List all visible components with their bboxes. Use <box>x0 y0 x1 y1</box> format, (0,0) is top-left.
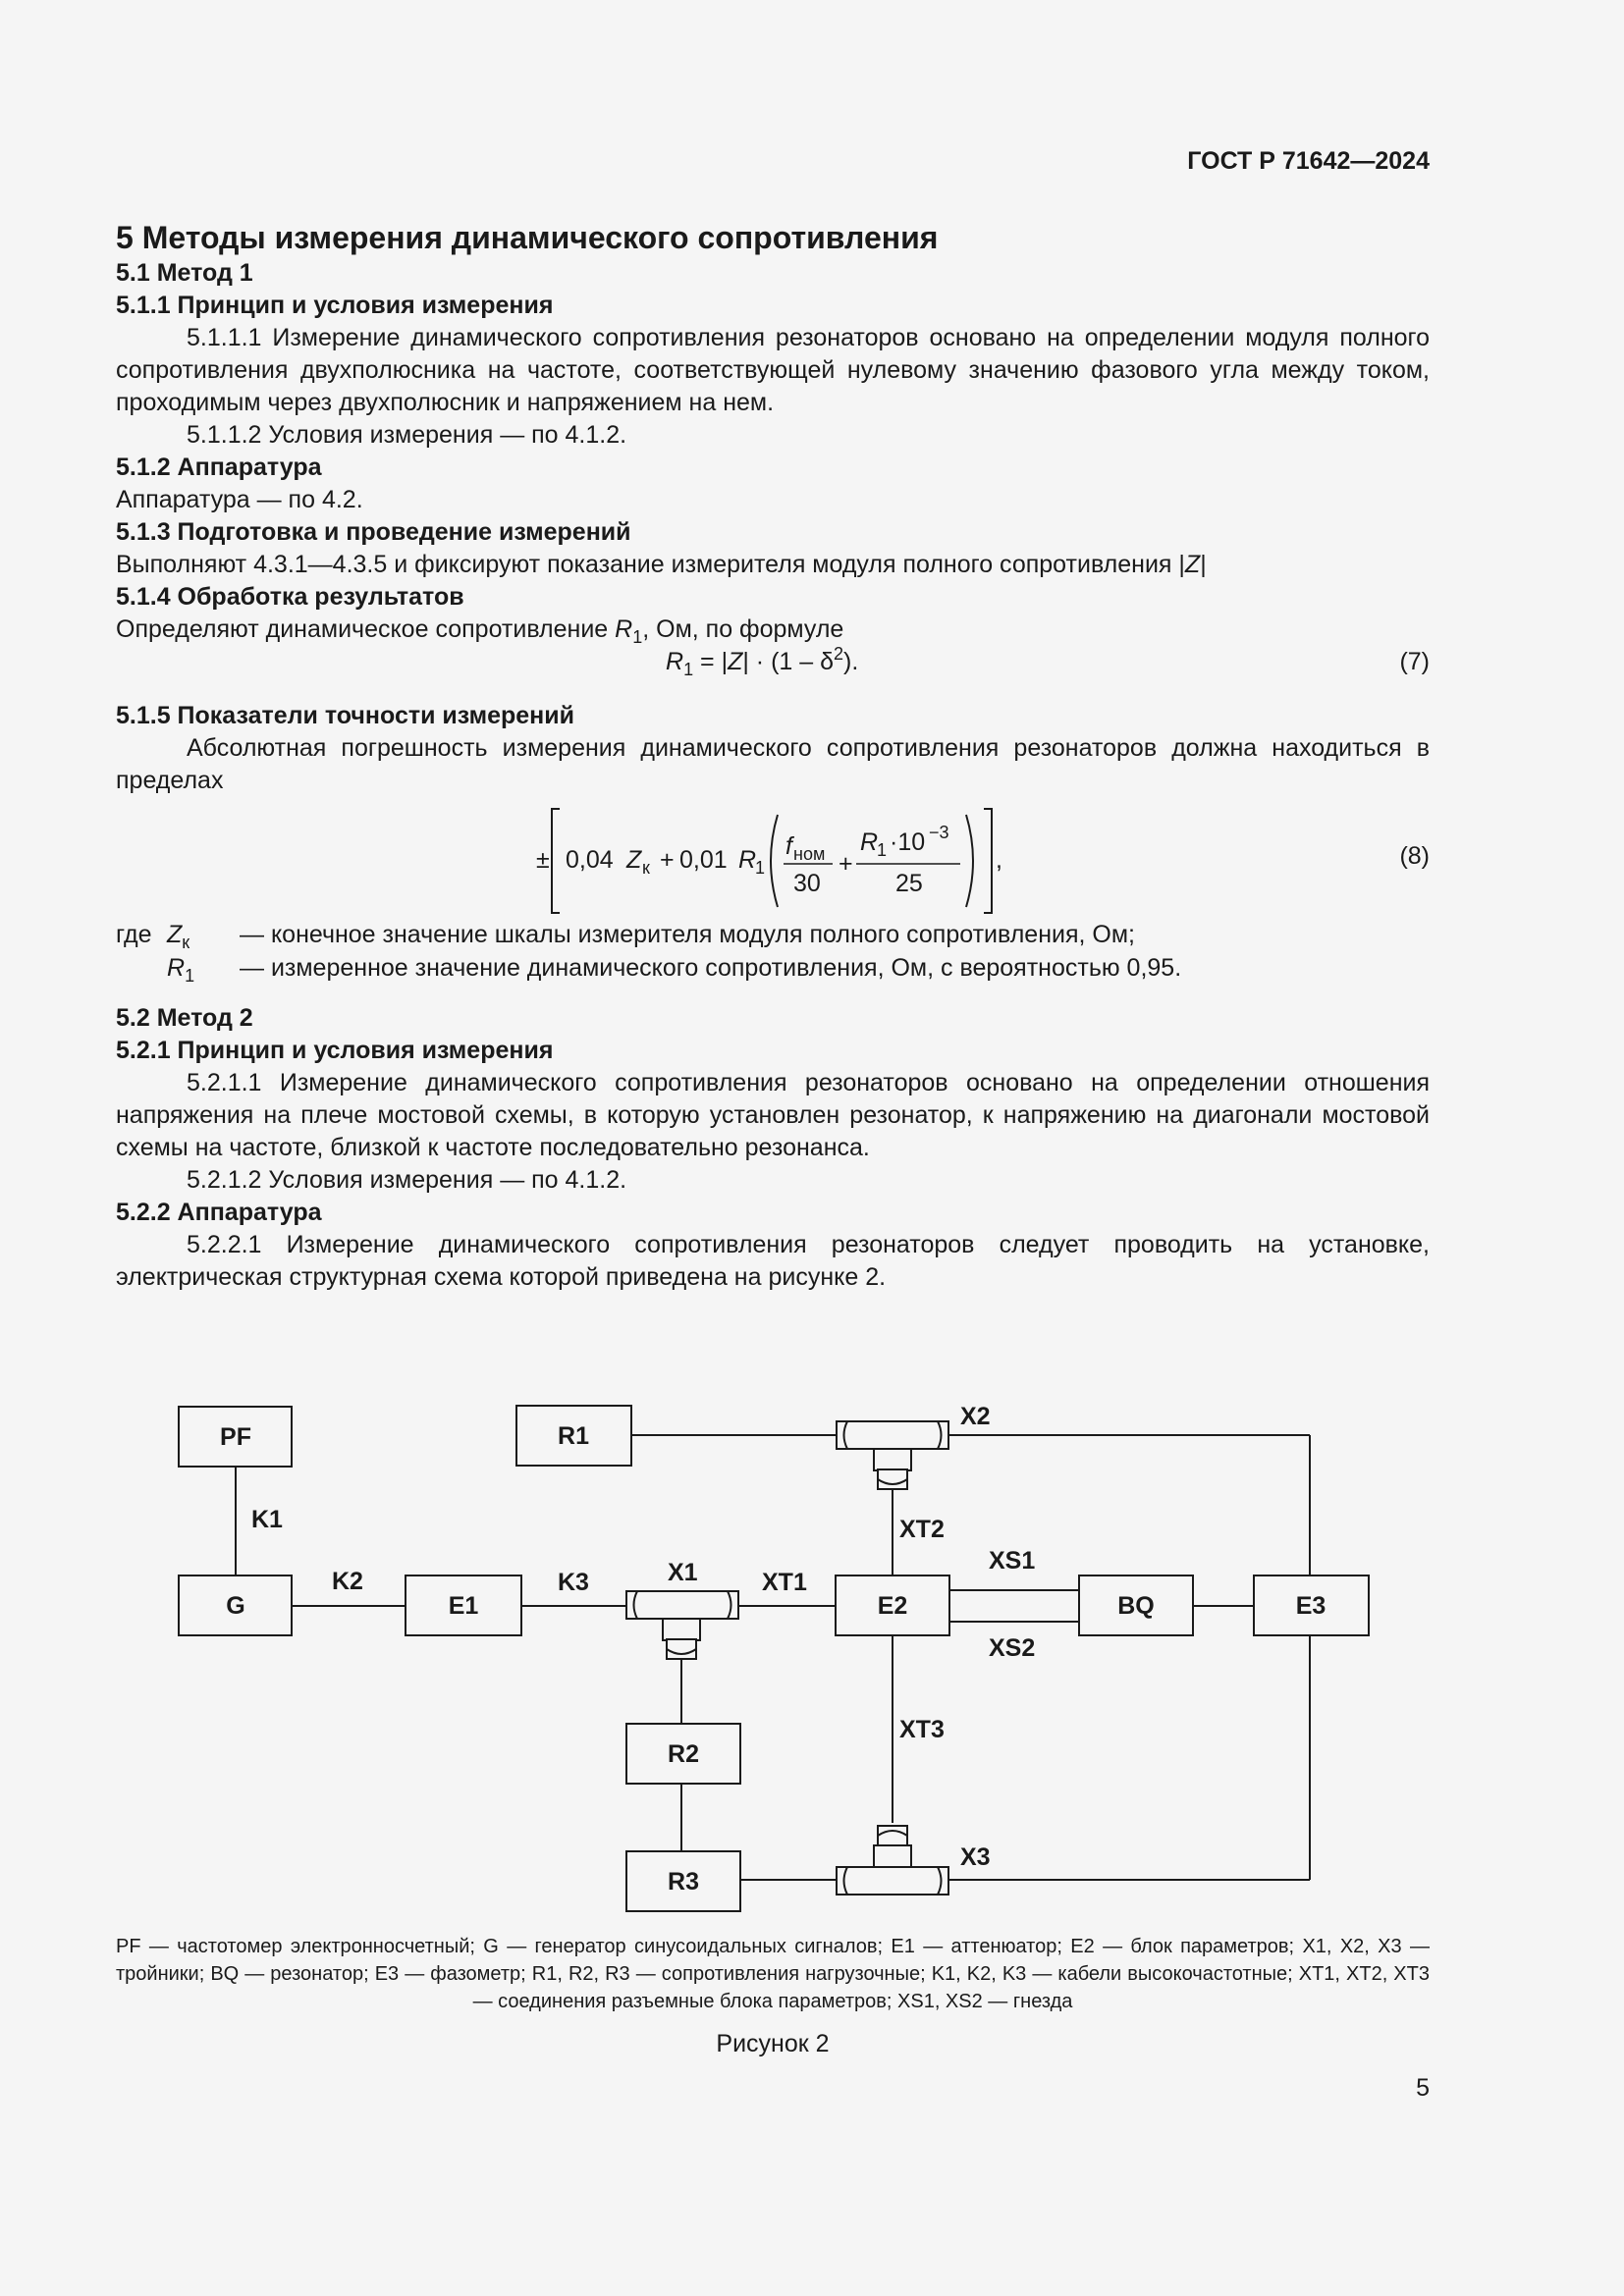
f7-close: ). <box>843 648 859 675</box>
label-k2: K2 <box>332 1568 363 1595</box>
where-1-symbol <box>167 919 189 951</box>
label-r2: R2 <box>668 1740 699 1768</box>
label-xs1: XS1 <box>989 1547 1036 1575</box>
f8-num2-exp: −3 <box>929 823 949 842</box>
document-code: ГОСТ Р 71642—2024 <box>1187 147 1430 175</box>
where-2-sub: 1 <box>185 966 195 986</box>
formula-7-number: (7) <box>1399 648 1430 675</box>
f8-right-bracket <box>984 809 992 913</box>
f8-fnom-sub: ном <box>793 844 826 864</box>
where-1-text: — конечное значение шкалы измерителя модуля полного сопротивления, Ом; <box>240 921 1135 948</box>
p514-var: R <box>615 615 633 643</box>
paragraph-5-1-2: Аппаратура — по 4.2. <box>116 486 363 513</box>
clause-5-2-1-title: 5.2.1 Принцип и условия измерения <box>116 1037 554 1064</box>
f8-left-paren <box>771 815 778 907</box>
connection-labels <box>251 1403 1035 1871</box>
where-1-sub: к <box>182 933 190 952</box>
f8-num2-rest: ·10 <box>890 828 926 856</box>
tee-x1 <box>626 1591 738 1659</box>
f8-num2-sub: 1 <box>877 840 888 860</box>
f8-comma: , <box>996 846 1002 874</box>
formula-8 <box>116 803 1430 919</box>
label-e1: E1 <box>448 1592 479 1620</box>
figure-caption: PF — частотомер электронносчетный; G — генератор синусоидальных сигналов; E1 — аттенюатор; E2 — блок параметров; X1, X2, X3 — тройники; BQ — резонатор; E3 — фазометр; R1, R2, R3 — сопротивления нагрузочные; K1, K2, K3 — кабели высокочастотные; XT1, XT2, XT3 — соединения разъемные блока параметров; XS1, XS2 — гнезда <box>116 1936 1430 2012</box>
subsection-5-1-title: 5.1 Метод 1 <box>116 259 253 287</box>
page-number: 5 <box>1416 2074 1430 2102</box>
label-xs2: XS2 <box>989 1634 1036 1662</box>
label-r1: R1 <box>558 1422 589 1450</box>
f8-plus1: + <box>660 846 675 874</box>
p514-end: , Ом, по формуле <box>642 615 844 643</box>
paragraph-5-1-3 <box>116 549 1430 581</box>
label-x2: X2 <box>960 1403 991 1430</box>
paragraph-5-2-1-1: 5.2.1.1 Измерение динамического сопротивления резонаторов основано на определении отношения напряжения на плече мостовой схемы, в которую установлен резонатор, к напряжению на диагонали мостовой схемы на частоте, близкой к частоте последовательно резонанса. <box>116 1069 1430 1161</box>
label-r3: R3 <box>668 1868 699 1896</box>
where-1-var: Z <box>167 921 183 948</box>
f7-rest: | · (1 – δ <box>742 648 835 675</box>
f7-eq: = | <box>693 648 729 675</box>
label-pf: PF <box>220 1423 251 1451</box>
f8-r1: R <box>738 846 757 874</box>
label-e2: E2 <box>877 1592 908 1620</box>
figure-title: Рисунок 2 <box>716 2030 830 2057</box>
label-g: G <box>226 1592 245 1620</box>
p514-text: Определяют динамическое сопротивление <box>116 615 616 643</box>
formula-8-number: (8) <box>1399 842 1430 870</box>
f8-num2-r: R <box>860 828 879 856</box>
f7-lhs-sub: 1 <box>683 660 694 679</box>
block-labels <box>220 1422 1326 1896</box>
clause-5-1-3-title: 5.1.3 Подготовка и проведение измерений <box>116 518 631 546</box>
formula-8-expression <box>536 803 1125 919</box>
connection-lines <box>236 1435 1310 1880</box>
where-2-var: R <box>167 954 186 982</box>
f8-r1-sub: 1 <box>755 858 766 878</box>
f7-z: Z <box>728 648 743 675</box>
f8-den2: 25 <box>895 870 923 897</box>
f8-zk-sub: к <box>642 858 650 878</box>
page-content <box>116 218 1430 1294</box>
label-bq: BQ <box>1117 1592 1155 1620</box>
section-5-title: 5 Методы измерения динамического сопротивления <box>116 220 939 255</box>
clause-5-1-2-title: 5.1.2 Аппаратура <box>116 454 322 481</box>
where-2-text: — измеренное значение динамического сопротивления, Ом, с вероятностью 0,95. <box>240 954 1182 982</box>
f7-sup: 2 <box>834 644 844 664</box>
clause-5-1-1-title: 5.1.1 Принцип и условия измерения <box>116 292 554 319</box>
paragraph-5-1-1-2: 5.1.1.2 Условия измерения — по 4.1.2. <box>187 421 627 449</box>
label-xt3: XT3 <box>899 1716 945 1743</box>
p513-text: Выполняют 4.3.1—4.3.5 и фиксируют показание измерителя модуля полного сопротивления | <box>116 551 1185 578</box>
f8-zk: Z <box>626 846 642 874</box>
label-xt1: XT1 <box>762 1569 807 1596</box>
label-k3: K3 <box>558 1569 589 1596</box>
paragraph-5-1-4 <box>116 614 1430 646</box>
paragraph-5-1-1-1: 5.1.1.1 Измерение динамического сопротивления резонаторов основано на определении модуля полного сопротивления двухполюсника на частоте, соответствующей нулевому значению фазового угла между током, проходимым через двухполюсник и напряжением на нем. <box>116 324 1430 416</box>
f8-pm: ± <box>536 846 550 874</box>
where-word: где <box>116 921 152 948</box>
formula-7-expression <box>666 646 858 678</box>
where-2-symbol <box>167 952 194 985</box>
f8-fnom: f <box>785 832 792 860</box>
clause-5-1-5-title: 5.1.5 Показатели точности измерений <box>116 702 575 729</box>
f8-t1: 0,04 <box>566 846 614 874</box>
label-e3: E3 <box>1295 1592 1326 1620</box>
label-k1: K1 <box>251 1506 283 1533</box>
subsection-5-2-title: 5.2 Метод 2 <box>116 1004 253 1032</box>
label-x1: X1 <box>668 1559 698 1586</box>
f7-lhs: R <box>666 648 684 675</box>
blocks <box>179 1406 1369 1911</box>
clause-5-1-4-title: 5.1.4 Обработка результатов <box>116 583 464 611</box>
f8-den1: 30 <box>793 870 821 897</box>
f8-t2: 0,01 <box>679 846 728 874</box>
tee-x2 <box>837 1421 948 1489</box>
label-x3: X3 <box>960 1843 991 1871</box>
paragraph-5-1-5: Абсолютная погрешность измерения динамического сопротивления резонаторов должна находиться в пределах <box>116 734 1430 794</box>
formula-7 <box>116 646 1430 683</box>
p513-end: | <box>1200 551 1207 578</box>
clause-5-2-2-title: 5.2.2 Аппаратура <box>116 1199 322 1226</box>
f8-plus2: + <box>839 850 853 878</box>
block-diagram <box>0 1374 1624 1924</box>
where-line-1 <box>116 919 1430 952</box>
tee-connectors <box>626 1421 948 1895</box>
label-xt2: XT2 <box>899 1516 945 1543</box>
tee-x3 <box>837 1826 948 1895</box>
paragraph-5-2-2-1: 5.2.2.1 Измерение динамического сопротивления резонаторов следует проводить на установке, электрическая структурная схема которой приведена на рисунке 2. <box>116 1231 1430 1291</box>
f8-right-paren <box>966 815 973 907</box>
p514-sub: 1 <box>632 627 643 647</box>
paragraph-5-2-1-2: 5.2.1.2 Условия измерения — по 4.1.2. <box>187 1166 627 1194</box>
where-line-2 <box>116 952 1430 986</box>
f8-left-bracket <box>552 809 560 913</box>
p513-var: Z <box>1184 551 1201 578</box>
